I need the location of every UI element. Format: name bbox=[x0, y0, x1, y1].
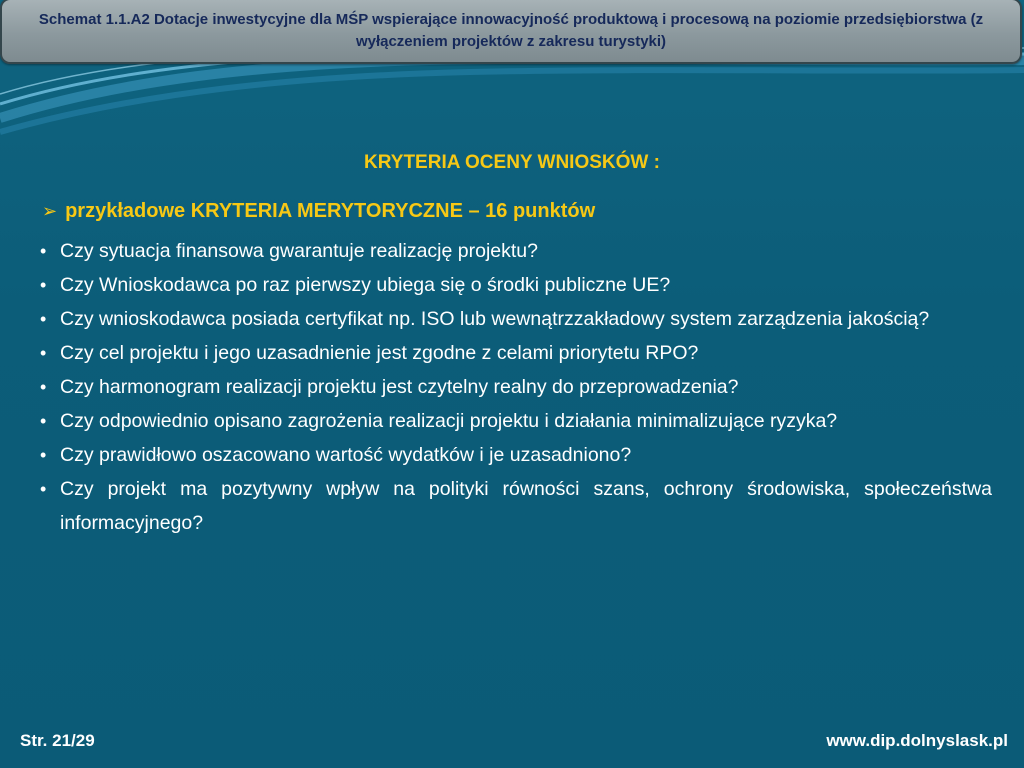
list-item-text: Czy harmonogram realizacji projektu jest czytelny realny do przeprowadzenia? bbox=[60, 376, 739, 398]
page-number: Str. 21/29 bbox=[20, 731, 95, 750]
list-item bbox=[40, 370, 992, 404]
bullet-icon: • bbox=[40, 377, 47, 397]
section-title: KRYTERIA OCENY WNIOSKÓW : bbox=[364, 152, 660, 173]
list-item-text: Czy Wnioskodawca po raz pierwszy ubiega się o środki publiczne UE? bbox=[60, 274, 671, 296]
bullet-icon: • bbox=[40, 275, 47, 295]
subheading bbox=[42, 197, 1002, 226]
bullet-icon: • bbox=[40, 445, 47, 465]
bullet-icon: • bbox=[40, 411, 47, 431]
list-item-text: Czy prawidłowo oszacowano wartość wydatków i je uzasadniono? bbox=[60, 444, 632, 466]
list-item bbox=[40, 302, 992, 336]
header-banner bbox=[0, 0, 1022, 64]
list-item-text: Czy wnioskodawca posiada certyfikat np. ISO lub wewnątrzzakładowy system zarządzenia jakością? bbox=[60, 308, 930, 330]
criteria-list bbox=[40, 234, 992, 540]
list-item bbox=[40, 336, 992, 370]
footer-url: www.dip.dolnyslask.pl bbox=[826, 731, 1008, 750]
bullet-icon: • bbox=[40, 479, 47, 499]
arrow-bullet-icon: ➢ bbox=[42, 201, 58, 222]
bullet-icon: • bbox=[40, 309, 47, 329]
list-item-text: Czy odpowiednio opisano zagrożenia realizacji projektu i działania minimalizujące ryzyka? bbox=[60, 410, 838, 432]
list-item bbox=[40, 404, 992, 438]
bullet-icon: • bbox=[40, 343, 47, 363]
bullet-icon: • bbox=[40, 241, 47, 261]
slide-title: Schemat 1.1.A2 Dotacje inwestycyjne dla MŚP wspierające innowacyjność produktową i procesową na poziomie przedsiębiorstwa (z wyłączeniem projektów z zakresu turystyki) bbox=[38, 11, 984, 50]
list-item bbox=[40, 438, 992, 472]
subheading-text: przykładowe KRYTERIA MERYTORYCZNE – 16 punktów bbox=[65, 200, 596, 222]
list-item bbox=[40, 472, 992, 540]
list-item-text: Czy cel projektu i jego uzasadnienie jest zgodne z celami priorytetu RPO? bbox=[60, 342, 699, 364]
list-item bbox=[40, 268, 992, 302]
list-item-text: Czy sytuacja finansowa gwarantuje realizację projektu? bbox=[60, 240, 538, 262]
list-item-text: Czy projekt ma pozytywny wpływ na polityki równości szans, ochrony środowiska, społeczeństwa informacyjnego? bbox=[60, 478, 992, 534]
list-item bbox=[40, 234, 992, 268]
